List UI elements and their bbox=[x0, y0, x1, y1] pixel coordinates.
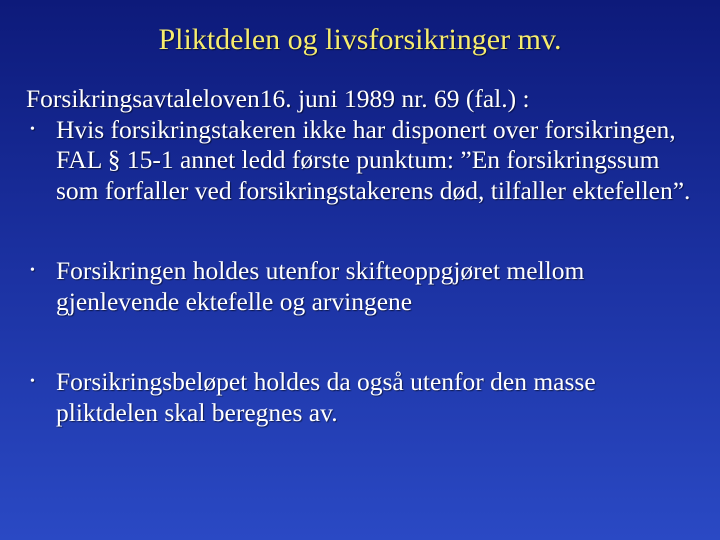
bullet-item-3 bbox=[26, 367, 696, 428]
bullet-text-3: Forsikringsbeløpet holdes da også utenfor den masse pliktdelen skal beregnes av. bbox=[56, 367, 596, 427]
bullet-text-1: Hvis forsikringstakeren ikke har disponert over forsikringen, FAL § 15-1 annet ledd første punktum: ”En forsikringssum som forfaller ved forsikringstakerens død, tilfaller ektefellen”. bbox=[56, 114, 691, 205]
bullet-text-2: Forsikringen holdes utenfor skifteoppgjøret mellom gjenlevende ektefelle og arvingene bbox=[56, 256, 585, 316]
intro-line: Forsikringsavtaleloven16. juni 1989 nr. 69 (fal.) : bbox=[26, 84, 530, 113]
slide-body bbox=[26, 84, 696, 428]
slide-title: Pliktdelen og livsforsikringer mv. bbox=[158, 23, 562, 56]
bullet-item-2 bbox=[26, 256, 696, 317]
bullet-icon: • bbox=[30, 121, 35, 137]
bullet-icon: • bbox=[30, 263, 35, 278]
bullet-icon: • bbox=[30, 374, 35, 389]
bullet-item-1 bbox=[26, 115, 696, 207]
